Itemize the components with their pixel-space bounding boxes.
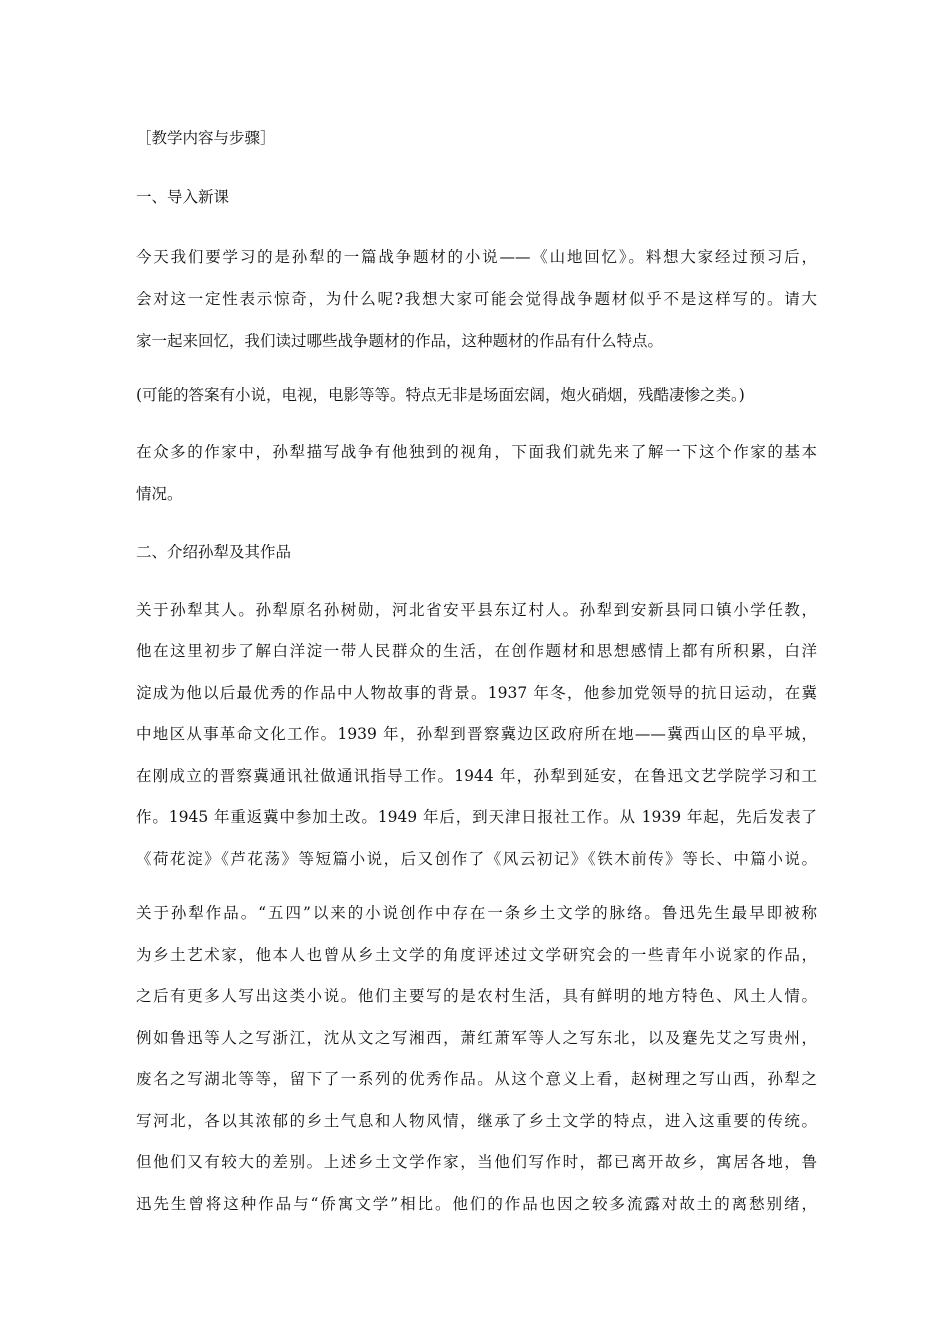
part2-p2-line: 之后有更多人写出这类小说。他们主要写的是农村生活，具有鲜明的地方特色、风土人情。 <box>136 987 817 1005</box>
part2-p2-line: 但他们又有较大的差别。上述乡土文学作家，当他们写作时，都已离开故乡，寓居各地，鲁 <box>136 1153 817 1171</box>
part2-p2-line: 迅先生曾将这种作品与“侨寓文学”相比。他们的作品也因之较多流露对故土的离愁别绪， <box>136 1195 817 1213</box>
part2-p2-line: 废名之写湖北等等，留下了一系列的优秀作品。从这个意义上看，赵树理之写山西，孙犁之 <box>136 1070 817 1088</box>
part2-p1-line: 在刚成立的晋察冀通讯社做通讯指导工作。1944 年，孙犁到延安，在鲁迅文艺学院学习和工 <box>136 767 817 785</box>
section-heading: ［教学内容与步骤］ <box>136 129 276 147</box>
part2-p2-line: 为乡土艺术家，他本人也曾从乡土文学的角度评述过文学研究会的一些青年小说家的作品， <box>136 946 817 964</box>
part1-heading: 一、导入新课 <box>136 188 230 206</box>
part1-p1-line: 今天我们要学习的是孙犁的一篇战争题材的小说——《山地回忆》。料想大家经过预习后， <box>136 248 817 266</box>
part2-heading: 二、介绍孙犁及其作品 <box>136 543 292 561</box>
part1-p1-line: 会对这一定性表示惊奇，为什么呢?我想大家可能会觉得战争题材似乎不是这样写的。请大 <box>136 290 817 308</box>
part2-p2-line: 写河北，各以其浓郁的乡土气息和人物风情，继承了乡土文学的特点，进入这重要的传统。 <box>136 1112 817 1130</box>
part2-p1-line: 他在这里初步了解白洋淀一带人民群众的生活，在创作题材和思想感情上都有所积累，白洋 <box>136 642 817 660</box>
part2-p2-line: 例如鲁迅等人之写浙江，沈从文之写湘西，萧红萧军等人之写东北，以及蹇先艾之写贵州， <box>136 1029 817 1047</box>
part1-p1-line: 家一起来回忆，我们读过哪些战争题材的作品，这种题材的作品有什么特点。 <box>136 332 664 350</box>
part2-p1-line: 作。1945 年重返冀中参加土改。1949 年后，到天津日报社工作。从 1939 年起，先后发表了 <box>136 808 817 826</box>
part2-p1-line: 中地区从事革命文化工作。1939 年，孙犁到晋察冀边区政府所在地——冀西山区的阜平城， <box>136 725 817 743</box>
part2-p1-line: 关于孙犁其人。孙犁原名孙树勋，河北省安平县东辽村人。孙犁到安新县同口镇小学任教， <box>136 601 817 619</box>
part1-p3-line: 情况。 <box>136 485 183 503</box>
part2-p1-line: 淀成为他以后最优秀的作品中人物故事的背景。1937 年冬，他参加党领导的抗日运动，在冀 <box>136 684 817 702</box>
part1-p2-line: (可能的答案有小说，电视，电影等等。特点无非是场面宏阔，炮火硝烟，残酷凄惨之类。) <box>136 386 745 404</box>
part2-p1-line: 《荷花淀》《芦花荡》等短篇小说，后又创作了《风云初记》《铁木前传》等长、中篇小说。 <box>136 850 817 868</box>
part1-p3-line: 在众多的作家中，孙犁描写战争有他独到的视角，下面我们就先来了解一下这个作家的基本 <box>136 443 817 461</box>
part2-p2-line: 关于孙犁作品。“五四”以来的小说创作中存在一条乡土文学的脉络。鲁迅先生最早即被称 <box>136 904 817 922</box>
